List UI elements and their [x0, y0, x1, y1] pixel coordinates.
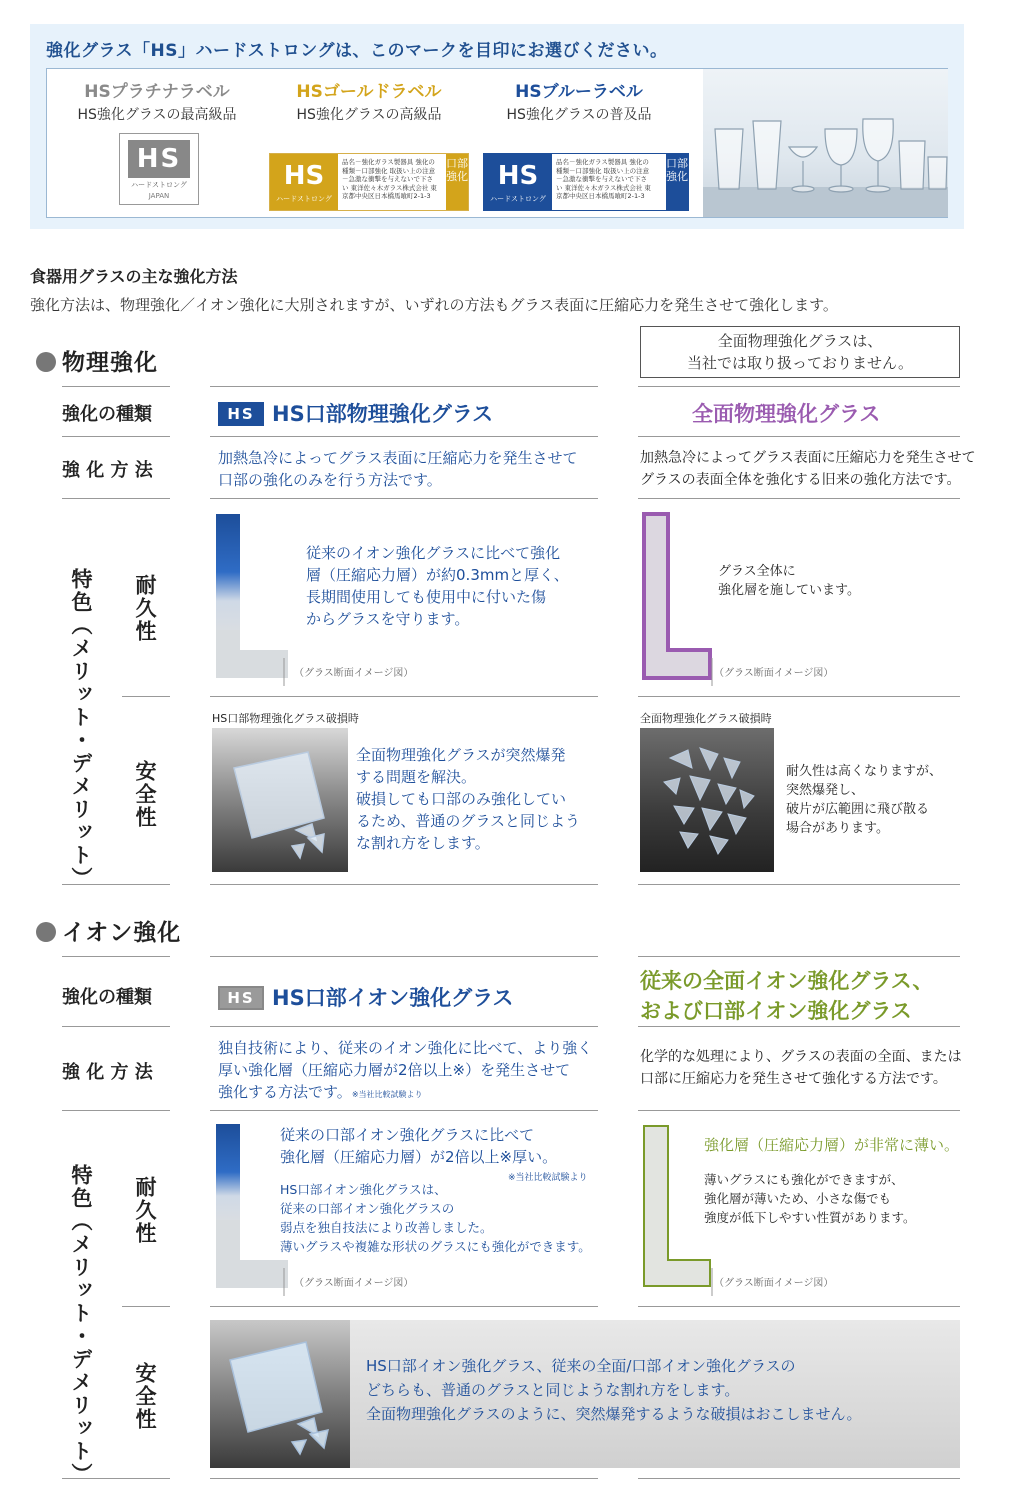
blue-mark-tag: 口部強化	[666, 154, 688, 210]
hs-ion-method	[218, 1037, 592, 1106]
platinum-hs-japan: JAPAN	[148, 192, 170, 200]
hs-physical-title-text: HS口部物理強化グラス	[272, 402, 494, 426]
full-physical-durability-text	[718, 562, 860, 600]
cross-caption: （グラス断面イメージ図）	[714, 668, 834, 679]
physical-type-label: 強化の種類	[62, 404, 152, 425]
ion-safety-text	[366, 1354, 861, 1426]
physical-heading-text: 物理強化	[62, 350, 158, 376]
ion-safety-panel	[210, 1320, 960, 1468]
text-line: 強化層を施しています。	[718, 583, 860, 598]
full-physical-safety-text	[786, 762, 942, 838]
glassware-illustration	[703, 69, 948, 217]
divider	[638, 956, 960, 957]
divider	[210, 498, 598, 499]
gold-label-name: HSゴールドラベル	[296, 82, 442, 102]
text-line: るため、普通のグラスと同じよう	[356, 812, 580, 830]
hs-ion-title-text: HS口部イオン強化グラス	[272, 986, 514, 1010]
method-line: 化学的な処理により、グラスの表面の全面、または	[640, 1049, 962, 1065]
text-line: HS口部イオン強化グラス、従来の全面/口部イオン強化グラスの	[366, 1357, 796, 1375]
hs-physical-cross-section	[210, 510, 290, 686]
blue-label-name: HSブルーラベル	[515, 82, 643, 102]
conventional-ion-method	[640, 1046, 962, 1090]
text-line: 耐久性は高くなりますが、	[786, 764, 943, 779]
physical-method-label: 強 化 方 法	[62, 460, 153, 481]
full-physical-method	[640, 447, 976, 491]
platinum-label-info	[57, 77, 257, 124]
full-physical-shattered-photo	[640, 728, 774, 872]
physical-safety-label: 安全性	[133, 760, 157, 829]
note-line-1: 全面物理強化グラスは、	[717, 332, 883, 350]
divider	[638, 1306, 960, 1307]
text-line: 長期間使用しても使用中に付いた傷	[306, 588, 547, 606]
divider	[122, 696, 170, 697]
text-line: 場合があります。	[786, 821, 889, 836]
title-line: および口部イオン強化グラス	[640, 999, 912, 1023]
gold-label-info	[269, 77, 469, 124]
broken-glass-illustration	[210, 1320, 350, 1468]
text-line: HS口部イオン強化グラスは、	[280, 1182, 447, 1197]
text-line: からグラスを守ります。	[306, 610, 470, 628]
hs-physical-title	[218, 398, 493, 428]
method-footnote: ※当社比較試験より	[351, 1090, 423, 1099]
text-line: 破損しても口部のみ強化してい	[356, 790, 567, 808]
method-line: グラスの表面全体を強化する旧来の強化方法です。	[640, 472, 961, 488]
divider	[638, 386, 960, 387]
method-line: 強化する方法です。	[218, 1083, 352, 1101]
text-line: 破片が広範囲に飛び散る	[786, 802, 930, 817]
divider	[210, 386, 598, 387]
hs-physical-broken-photo	[212, 728, 348, 872]
divider	[62, 956, 170, 957]
text-line: 強化層（圧縮応力層）が2倍以上※厚い。	[280, 1148, 558, 1166]
physical-note-box	[640, 326, 960, 378]
hs-physical-durability-text	[306, 542, 569, 630]
method-line: 加熱急冷によってグラス表面に圧縮応力を発生させて	[218, 449, 578, 467]
physical-durability-label: 耐久性	[133, 574, 157, 643]
hs-badge-icon: HS	[218, 402, 264, 426]
divider	[210, 1110, 598, 1111]
platinum-label-desc: HS強化グラスの最高級品	[77, 107, 237, 123]
broken-glass-illustration	[212, 728, 348, 872]
text-line: 強度が低下しやすい性質があります。	[704, 1210, 916, 1225]
hs-ion-durability-note: ※当社比較試験より	[508, 1173, 588, 1183]
hs-mark-banner	[30, 24, 964, 229]
physical-section-heading	[36, 344, 158, 377]
text-line: 突然爆発し、	[786, 783, 865, 798]
text-line: グラス全体に	[718, 564, 796, 579]
method-line: 口部に圧縮応力を発生させて強化する方法です。	[640, 1071, 947, 1087]
divider	[210, 1306, 598, 1307]
divider	[210, 696, 598, 697]
hs-physical-safety-text	[356, 744, 580, 854]
text-line: 薄いグラスや複雑な形状のグラスにも強化ができます。	[280, 1239, 591, 1254]
gold-hs-subtitle: ハードストロング	[276, 195, 332, 203]
conventional-ion-durability-main: 強化層（圧縮応力層）が非常に薄い。	[704, 1136, 960, 1154]
ion-broken-photo	[210, 1320, 350, 1468]
blue-hs-logo: HS	[488, 158, 548, 194]
text-line: 従来のイオン強化グラスに比べて強化	[306, 544, 561, 562]
text-line: 層（圧縮応力層）が約0.3mmと厚く、	[306, 566, 569, 584]
ion-type-label: 強化の種類	[62, 987, 152, 1008]
method-line: 口部の強化のみを行う方法です。	[218, 471, 442, 489]
physical-feature-label: 特色（メリット・デメリット）	[69, 568, 93, 890]
hs-badge-icon: HS	[218, 986, 264, 1010]
divider	[62, 498, 170, 499]
method-line: 厚い強化層（圧縮応力層が2倍以上※）を発生させて	[218, 1061, 571, 1079]
blue-hs-subtitle: ハードストロング	[490, 195, 546, 203]
text-line: 薄いグラスにも強化ができますが、	[704, 1172, 904, 1187]
ion-heading-text: イオン強化	[62, 920, 182, 946]
gold-hs-mark	[269, 153, 469, 211]
text-line: 全面物理強化グラスのように、突然爆発するような破損はおこしません。	[366, 1405, 862, 1423]
divider	[62, 1110, 170, 1111]
shattered-glass-illustration	[640, 728, 774, 872]
intro-text: 強化方法は、物理強化／イオン強化に大別されますが、いずれの方法もグラス表面に圧縮応力を発生させて強化します。	[30, 296, 838, 314]
blue-label-desc: HS強化グラスの普及品	[506, 107, 652, 123]
full-physical-cross-section	[638, 510, 718, 686]
full-physical-photo-caption: 全面物理強化グラス破損時	[640, 712, 772, 725]
blue-hs-mark	[483, 153, 689, 211]
divider	[638, 436, 960, 437]
divider	[210, 1478, 598, 1479]
hs-ion-title	[218, 982, 513, 1012]
divider	[62, 436, 170, 437]
ion-method-label: 強 化 方 法	[62, 1062, 153, 1083]
divider	[210, 436, 598, 437]
bullet-dot-icon	[36, 352, 56, 372]
divider	[62, 1026, 170, 1027]
text-line: どちらも、普通のグラスと同じような割れ方をします。	[366, 1381, 740, 1399]
divider	[638, 696, 960, 697]
ion-feature-label: 特色（メリット・デメリット）	[69, 1164, 93, 1486]
platinum-hs-logo: HS	[128, 140, 190, 178]
intro-title: 食器用グラスの主な強化方法	[30, 267, 238, 286]
divider	[638, 1110, 960, 1111]
hs-ion-durability-sub	[280, 1180, 591, 1256]
divider	[62, 386, 170, 387]
gold-mark-tag: 口部強化	[446, 154, 468, 210]
conventional-ion-title	[640, 966, 933, 1026]
full-physical-title: 全面物理強化グラス	[692, 402, 881, 426]
text-line: 強化層が薄いため、小さな傷でも	[704, 1191, 892, 1206]
platinum-hs-mark	[119, 133, 199, 205]
platinum-label-name: HSプラチナラベル	[84, 82, 230, 102]
divider	[638, 884, 960, 885]
hs-physical-photo-caption: HS口部物理強化グラス破損時	[212, 712, 359, 725]
ion-section-heading	[36, 914, 181, 947]
banner-label-panel	[46, 68, 948, 218]
glassware-photo	[703, 69, 948, 217]
text-line: する問題を解決。	[356, 768, 477, 786]
ion-durability-label: 耐久性	[133, 1176, 157, 1245]
gold-label-desc: HS強化グラスの高級品	[296, 107, 442, 123]
divider	[210, 956, 598, 957]
hs-ion-cross-section	[210, 1120, 290, 1296]
text-line: 全面物理強化グラスが突然爆発	[356, 746, 566, 764]
text-line: 弱点を独自技法により改善しました。	[280, 1220, 493, 1235]
divider	[210, 1026, 598, 1027]
text-line: な割れ方をします。	[356, 834, 490, 852]
text-line: 従来の口部イオン強化グラスに比べて	[280, 1126, 535, 1144]
blue-mark-info: 品名－強化ガラス製器具 強化の種類－口部強化 取扱い上の注意－急激な衝撃を与えないで下さい 東洋佐々木ガラス株式会社 東京都中央区日本橋馬喰町2-1-3	[556, 158, 651, 200]
text-line: 従来の口部イオン強化グラスの	[280, 1201, 455, 1216]
divider	[638, 1478, 960, 1479]
method-line: 独自技術により、従来のイオン強化に比べて、より強く	[218, 1039, 593, 1057]
cross-caption: （グラス断面イメージ図）	[294, 668, 414, 679]
title-line: 従来の全面イオン強化グラス、	[640, 969, 934, 993]
blue-label-info	[479, 77, 679, 124]
hs-ion-durability-main	[280, 1124, 557, 1168]
conventional-ion-durability-sub	[704, 1170, 916, 1227]
hs-physical-method	[218, 447, 578, 491]
method-line: 加熱急冷によってグラス表面に圧縮応力を発生させて	[640, 450, 976, 466]
divider	[122, 1306, 170, 1307]
divider	[210, 884, 598, 885]
cross-caption: （グラス断面イメージ図）	[714, 1278, 834, 1289]
divider	[638, 498, 960, 499]
banner-title: 強化グラス「HS」ハードストロングは、このマークを目印にお選びください。	[46, 41, 668, 61]
ion-safety-label: 安全性	[133, 1362, 157, 1431]
bullet-dot-icon	[36, 922, 56, 942]
cross-caption: （グラス断面イメージ図）	[294, 1278, 414, 1289]
gold-hs-logo: HS	[274, 158, 334, 194]
platinum-hs-subtitle: ハードストロング	[131, 181, 187, 189]
note-line-2: 当社では取り扱っておりません。	[687, 354, 913, 372]
gold-mark-info: 品名－強化ガラス製器具 強化の種類－口部強化 取扱い上の注意－急激な衝撃を与えないで下さい 東洋佐々木ガラス株式会社 東京都中央区日本橋馬喰町2-1-3	[342, 158, 437, 200]
divider	[638, 1026, 960, 1027]
